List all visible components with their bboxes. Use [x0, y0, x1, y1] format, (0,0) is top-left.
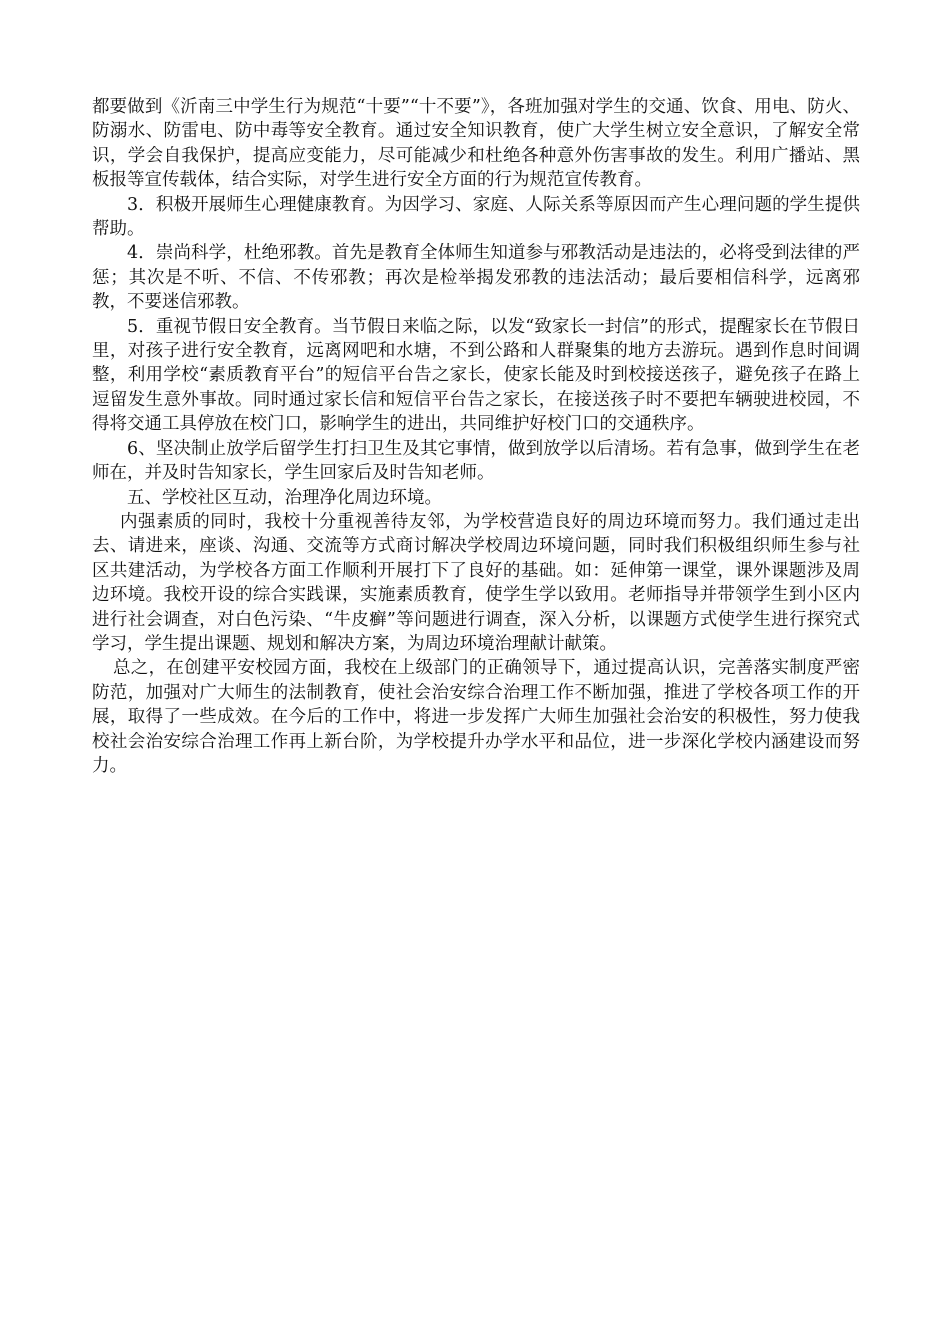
- paragraph-safety-education: 都要做到《沂南三中学生行为规范“十要”“十不要”》，各班加强对学生的交通、饮食、用电、防火、防溺水、防雷电、防中毒等安全教育。通过安全知识教育，使广大学生树立安全意识，了解安全常识，学会自我保护，提高应变能力，尽可能减少和杜绝各种意外伤害事故的发生。利用广播站、黑板报等宣传载体，结合实际，对学生进行安全方面的行为规范宣传教育。: [92, 97, 860, 191]
- paragraph-mental-health: 3．积极开展师生心理健康教育。为因学习、家庭、人际关系等原因而产生心理问题的学生提供帮助。: [92, 194, 860, 240]
- section-heading-community: 五、学校社区互动，治理净化周边环境。: [127, 487, 442, 508]
- paragraph-after-school: 6、坚决制止放学后留学生打扫卫生及其它事情，做到放学以后清场。若有急事，做到学生在老师在，并及时告知家长，学生回家后及时告知老师。: [92, 438, 860, 484]
- paragraph-community-interaction: 内强素质的同时，我校十分重视善待友邻，为学校营造良好的周边环境而努力。我们通过走出去、请进来，座谈、沟通、交流等方式商讨解决学校周边环境问题，同时我们积极组织师生参与社区共建活动，为学校各方面工作顺利开展打下了良好的基础。如：延伸第一课堂，课外课题涉及周边环境。我校开设的综合实践课，实施素质教育，使学生学以致用。老师指导并带领学生到小区内进行社会调查，对白色污染、“牛皮癣”等问题进行调查，深入分析，以课题方式使学生进行探究式学习，学生提出课题、规划和解决方案，为周边环境治理献计献策。: [92, 511, 860, 654]
- document-body: [92, 95, 860, 778]
- paragraph-anti-cult: 4．崇尚科学，杜绝邪教。首先是教育全体师生知道参与邪教活动是违法的，必将受到法律的严惩；其次是不听、不信、不传邪教；再次是检举揭发邪教的违法活动；最后要相信科学，远离邪教，不要迷信邪教。: [92, 243, 860, 313]
- paragraph-conclusion: 总之，在创建平安校园方面，我校在上级部门的正确领导下，通过提高认识，完善落实制度严密防范，加强对广大师生的法制教育，使社会治安综合治理工作不断加强，推进了学校各项工作的开展，取得了一些成效。在今后的工作中，将进一步发挥广大师生加强社会治安的积极性，努力使我校社会治安综合治理工作再上新台阶，为学校提升办学水平和品位，进一步深化学校内涵建设而努力。: [92, 658, 860, 776]
- paragraph-holiday-safety: 5．重视节假日安全教育。当节假日来临之际，以发“致家长一封信”的形式，提醒家长在节假日里，对孩子进行安全教育，远离网吧和水塘，不到公路和人群聚集的地方去游玩。遇到作息时间调整，利用学校“素质教育平台”的短信平台告之家长，使家长能及时到校接送孩子，避免孩子在路上逗留发生意外事故。同时通过家长信和短信平台告之家长，在接送孩子时不要把车辆驶进校园，不得将交通工具停放在校门口，影响学生的进出，共同维护好校门口的交通秩序。: [92, 316, 860, 435]
